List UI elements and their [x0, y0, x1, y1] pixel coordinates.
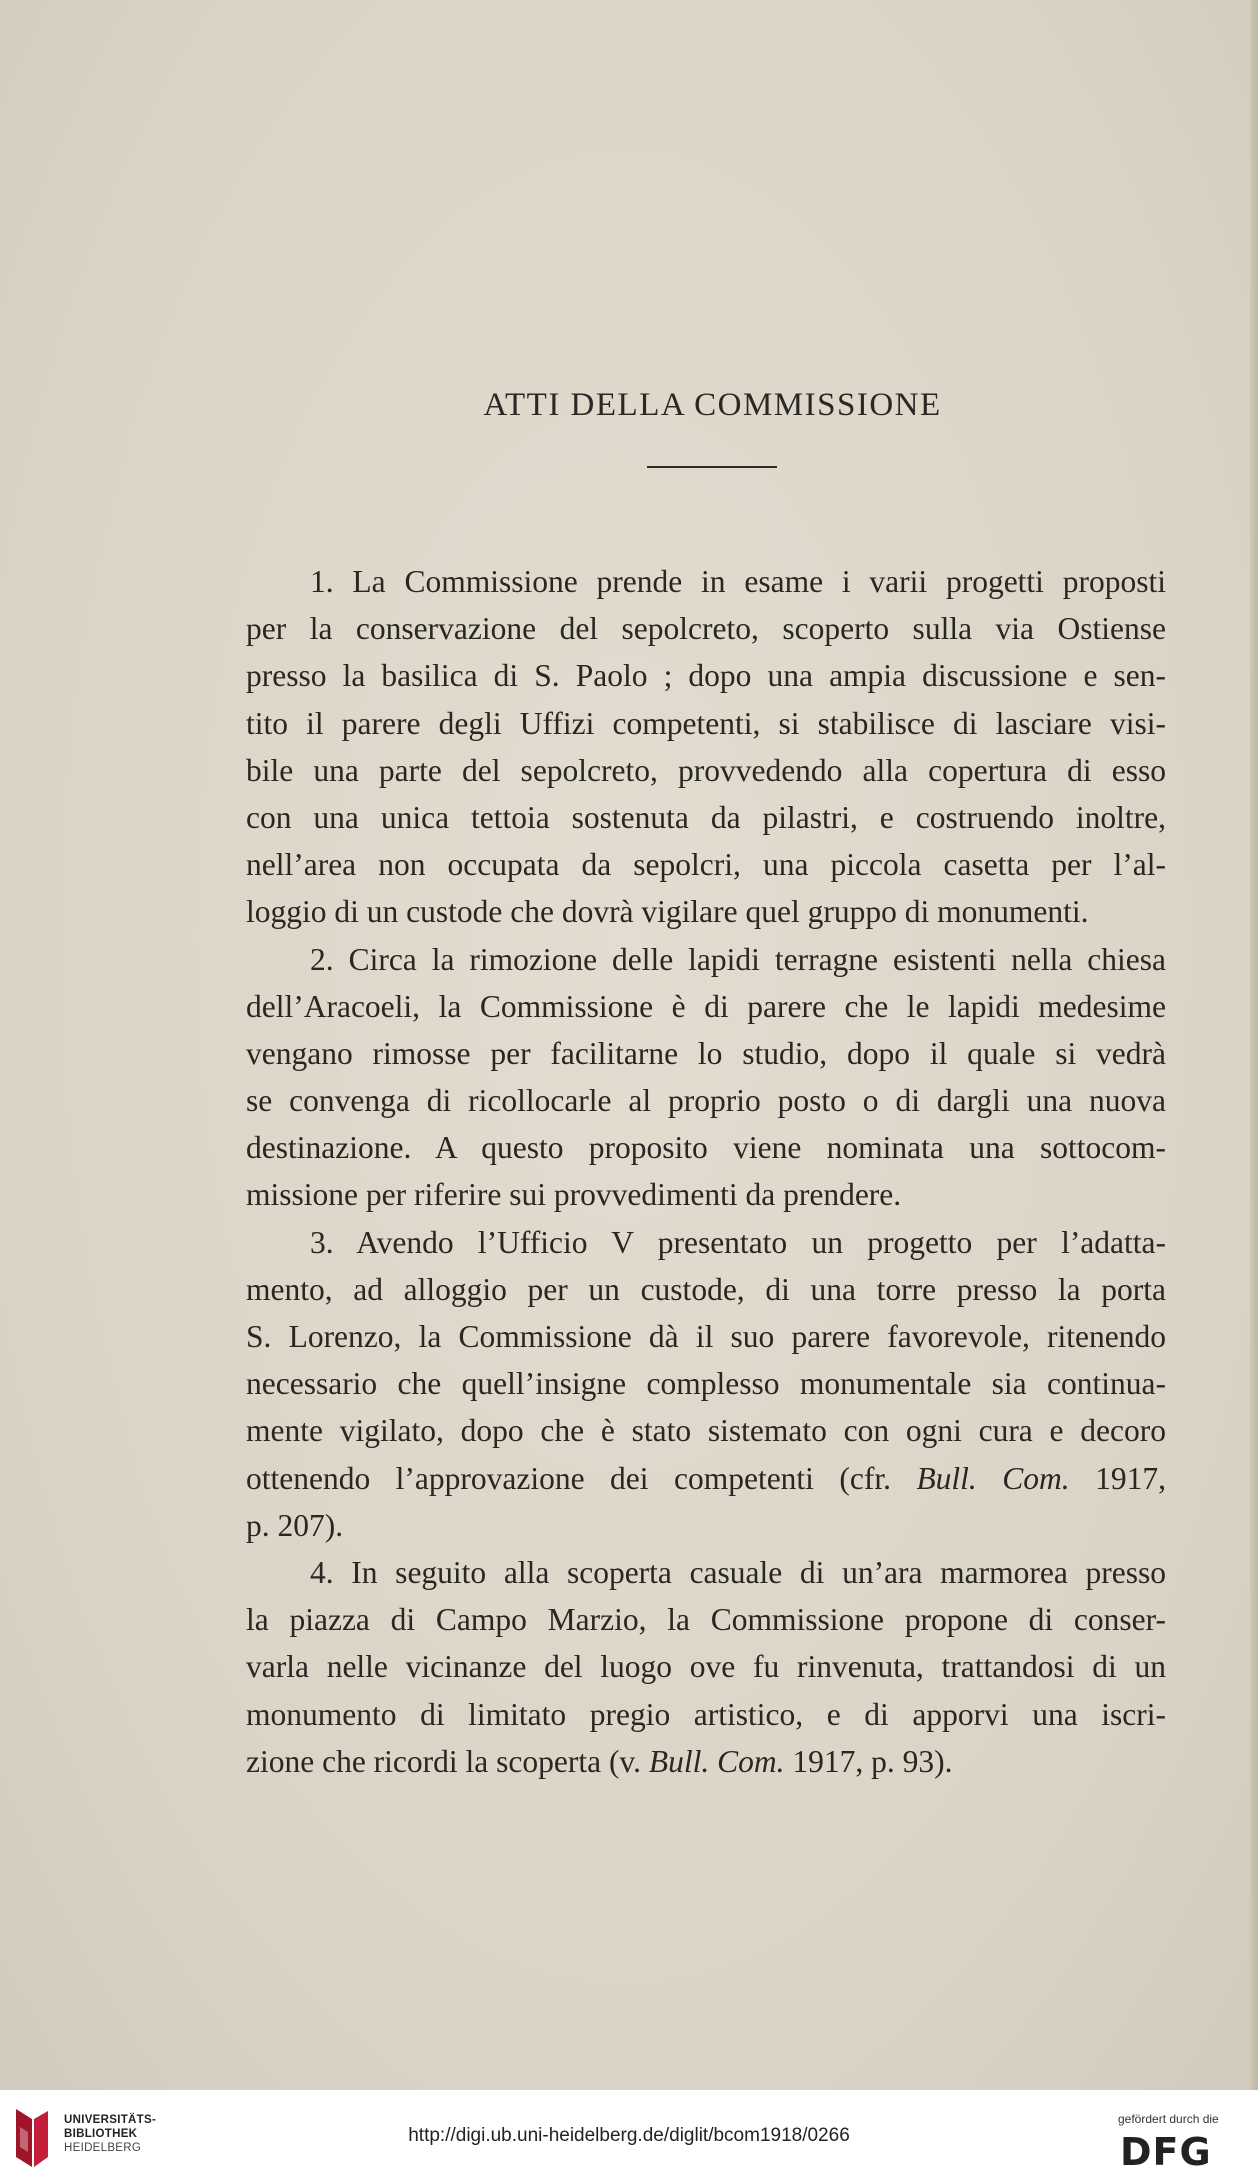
source-url-link[interactable]: http://digi.ub.uni-heidelberg.de/diglit/bcom1918/0266 — [408, 2125, 850, 2146]
body-text — [246, 558, 1166, 1785]
text-line: missione per riferire sui provvedimenti da prendere. — [246, 1177, 902, 1213]
text-line — [246, 1738, 1166, 1785]
text-run: 1917, p. 93). — [784, 1743, 953, 1779]
italic-citation: Bull. Com. — [916, 1460, 1070, 1496]
text-line: necessario che quell’insigne complesso monumentale sia continua- — [246, 1366, 1166, 1402]
text-line: nell’area non occupata da sepolcri, una piccola casetta per l’al- — [246, 847, 1166, 883]
text-line: tito il parere degli Uffizi competenti, si stabilisce di lasciare visi- — [246, 705, 1166, 741]
text-line: S. Lorenzo, la Commissione dà il suo parere favorevole, ritenendo — [246, 1319, 1166, 1354]
text-run: ottenendo l’approvazione dei competenti (cfr. — [246, 1460, 917, 1496]
text-line: bile una parte del sepolcreto, provvedendo alla copertura di esso — [246, 752, 1166, 788]
text-line: destinazione. A questo proposito viene nominata una sottocom- — [246, 1130, 1166, 1166]
page-title: ATTI DELLA COMMISSIONE — [483, 387, 942, 423]
library-line-1: UNIVERSITÄTS- — [64, 2114, 157, 2126]
page-edge — [1250, 0, 1258, 2090]
text-line: loggio di un custode che dovrà vigilare quel gruppo di monumenti. — [246, 894, 1089, 930]
title-rule — [647, 466, 777, 468]
text-line: vengano rimosse per facilitarne lo studio, dopo il quale si vedrà — [246, 1035, 1166, 1071]
text-line: 2. Circa la rimozione delle lapidi terragne esistenti nella chiesa — [310, 941, 1166, 977]
dfg-logo: DFG — [1120, 2130, 1212, 2174]
text-run: 1917, — [1069, 1460, 1166, 1496]
italic-citation: Bull. Com. — [648, 1743, 785, 1779]
text-line: monumento di limitato pregio artistico, e di apporvi una iscri- — [246, 1696, 1166, 1732]
text-line: mento, ad alloggio per un custode, di una torre presso la porta — [246, 1271, 1166, 1307]
text-line: con una unica tettoia sostenuta da pilastri, e costruendo inoltre, — [246, 799, 1166, 835]
text-line: dell’Aracoeli, la Commissione è di parere che le lapidi medesime — [246, 988, 1166, 1024]
text-line: varla nelle vicinanze del luogo ove fu rinvenuta, trattandosi di un — [246, 1649, 1166, 1685]
text-line: 1. La Commissione prende in esame i varii progetti proposti — [310, 564, 1166, 599]
text-line: 3. Avendo l’Ufficio V presentato un progetto per l’adatta- — [310, 1224, 1166, 1260]
funder-label: gefördert durch die — [1118, 2112, 1219, 2126]
library-line-2: BIBLIOTHEK — [64, 2128, 138, 2140]
text-line: se convenga di ricollocarle al proprio posto o di dargli una nuova — [246, 1083, 1166, 1119]
text-line: la piazza di Campo Marzio, la Commissione propone di conser- — [246, 1602, 1166, 1638]
text-line: p. 207). — [246, 1507, 344, 1543]
text-line: 4. In seguito alla scoperta casuale di un’ara marmorea presso — [310, 1554, 1166, 1590]
text-line: presso la basilica di S. Paolo ; dopo una ampia discussione e sen- — [246, 658, 1166, 694]
text-line: mente vigilato, dopo che è stato sistemato con ogni cura e decoro — [246, 1413, 1166, 1449]
text-line — [246, 1455, 1166, 1502]
text-line: per la conservazione del sepolcreto, scoperto sulla via Ostiense — [246, 611, 1166, 647]
text-run: zione che ricordi la scoperta (v. — [246, 1743, 649, 1779]
library-line-3: HEIDELBERG — [64, 2142, 142, 2154]
